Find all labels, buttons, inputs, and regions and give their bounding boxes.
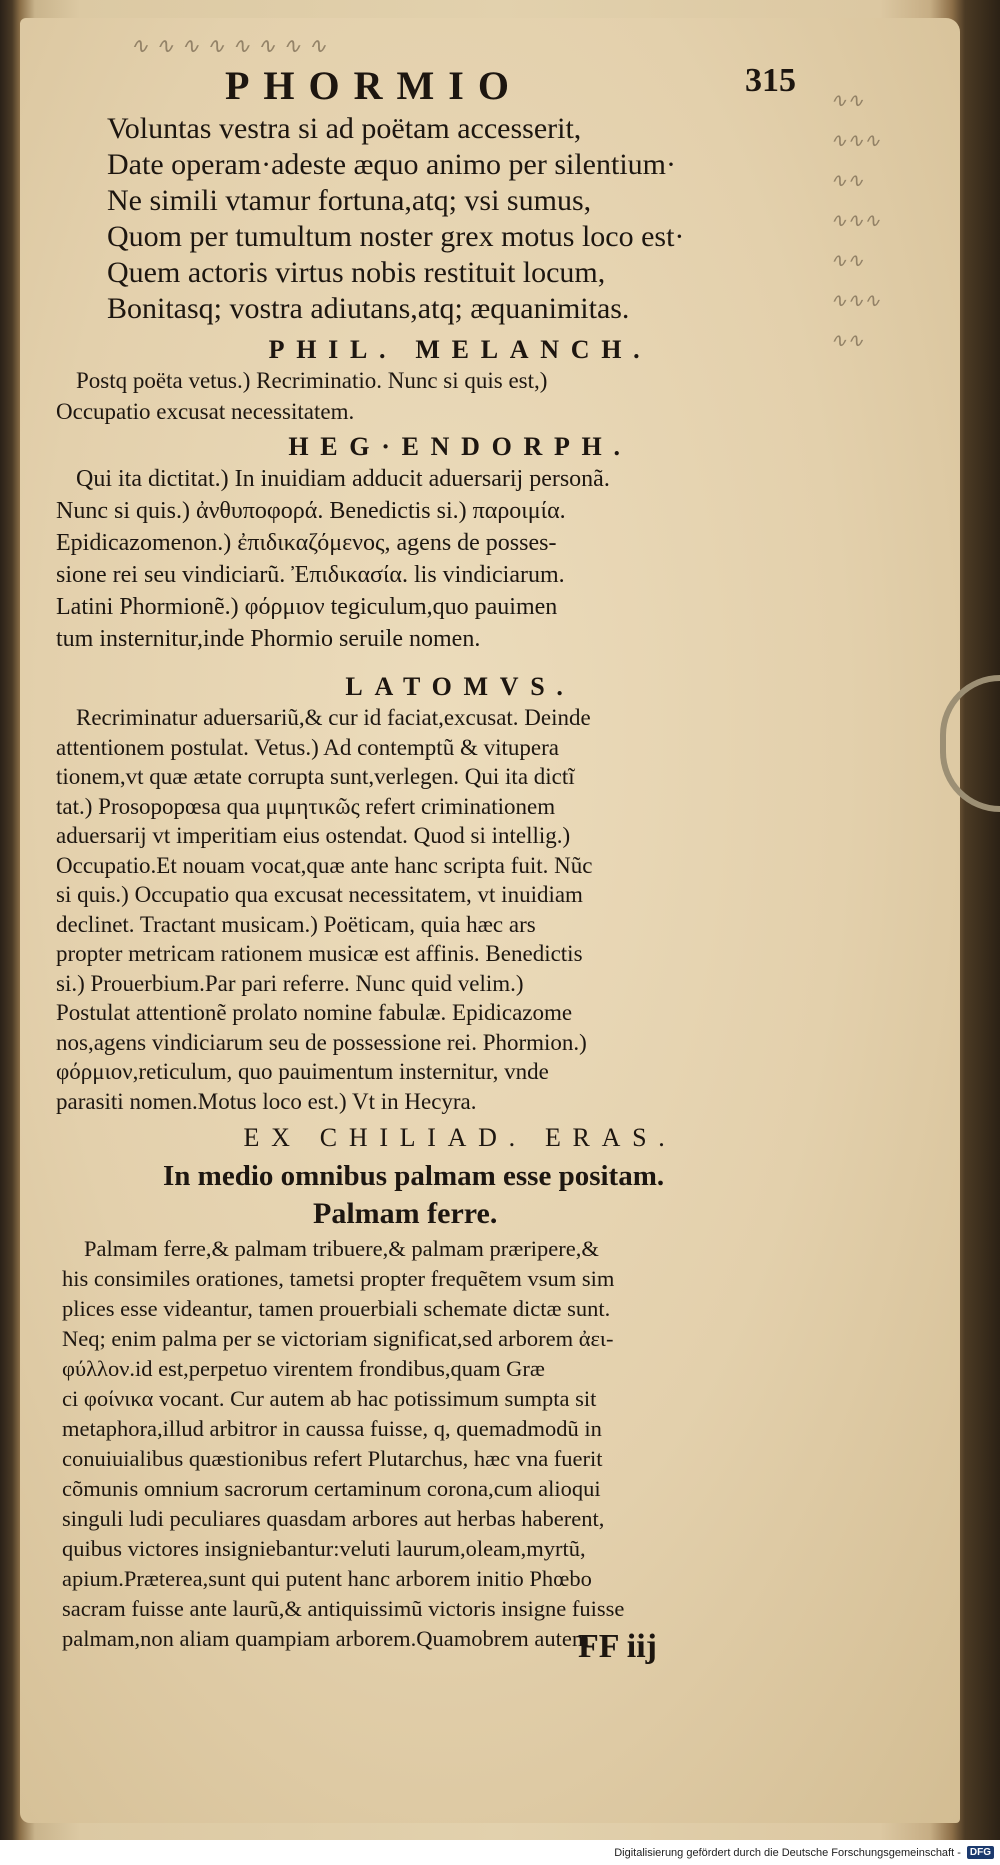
chiliad-line: ci φοίνικα vocant. Cur autem ab hac potissimum sumpta sit: [62, 1386, 597, 1411]
commentary-line: Qui ita dictitat.) In inuidiam adducit aduersarij personã.: [76, 466, 610, 492]
section-heading: HEG·ENDORPH.: [288, 432, 632, 461]
chiliad-line: φύλλον.id est,perpetuo virentem frondibus,quam Græ: [62, 1356, 545, 1381]
verse-line: Voluntas vestra si ad poëtam accesserit,: [107, 112, 582, 145]
commentary-line: Occupatio.Et nouam vocat,quæ ante hanc scripta fuit. Nũc: [56, 852, 593, 878]
running-title: PHORMIO: [225, 63, 523, 108]
commentary-line: si quis.) Occupatio qua excusat necessitatem, vt inuidiam: [56, 882, 583, 907]
chiliad-line: quibus victores insigniebantur:veluti laurum,oleam,myrtũ,: [62, 1536, 586, 1561]
chiliad-subheading-2: Palmam ferre.: [313, 1197, 498, 1230]
page-number: 315: [745, 62, 796, 99]
chiliad-line: Neq; enim palma per se victoriam significat,sed arborem ἀει-: [62, 1326, 614, 1351]
handwritten-note-margin: ∿∿ ∿∿∿ ∿∿ ∿∿∿ ∿∿ ∿∿∿ ∿∿: [830, 88, 881, 352]
commentary-line: tat.) Prosopopœsa qua μιμητικῶς refert criminationem: [56, 793, 556, 819]
commentary-line: φόρμιον,reticulum, quo pauimentum insternitur, vnde: [56, 1059, 549, 1084]
commentary-line: Postq poëta vetus.) Recriminatio. Nunc si quis est,): [76, 368, 548, 393]
signature-mark: FF iij: [578, 1628, 657, 1665]
commentary-line: declinet. Tractant musicam.) Poëticam, quia hæc ars: [56, 911, 536, 937]
handwritten-note-top: ∿ ∿ ∿ ∿ ∿ ∿ ∿ ∿: [130, 34, 327, 59]
verse-line: Bonitasq; vostra adiutans,atq; æquanimitas.: [107, 292, 630, 325]
chiliad-line: plices esse videantur, tamen prouerbiali schemate dictæ sunt.: [62, 1296, 611, 1321]
commentary-line: si.) Prouerbium.Par pari referre. Nunc quid velim.): [56, 970, 524, 996]
commentary-line: Occupatio excusat necessitatem.: [56, 399, 355, 424]
section-heading: PHIL. MELANCH.: [268, 335, 652, 364]
commentary-line: sione rei seu vindiciarũ. Ἐπιδικασία. lis vindiciarum.: [56, 562, 565, 588]
chiliad-line: sacram fuisse ante laurũ,& antiquissimũ victoris insigne fuisse: [62, 1596, 625, 1621]
commentary-line: Nunc si quis.) ἀνθυποφορά. Benedictis si.) παροιμία.: [56, 498, 566, 524]
verse-line: Date operam·adeste æquo animo per silentium·: [107, 148, 676, 181]
chiliad-line: metaphora,illud arbitror in caussa fuisse, q, quemadmodũ in: [62, 1416, 602, 1441]
commentary-line: tum insternitur,inde Phormio seruile nomen.: [56, 626, 481, 652]
chiliad-line: cõmunis omnium sacrorum certaminum corona,cum alioqui: [62, 1476, 601, 1501]
verse-line: Ne simili vtamur fortuna,atq; vsi sumus,: [107, 184, 592, 217]
chiliad-line: conuiuialibus quæstionibus refert Plutarchus, hæc vna fuerit: [62, 1446, 603, 1471]
verse-line: Quem actoris virtus nobis restituit locum,: [107, 256, 606, 289]
commentary-line: attentionem postulat. Vetus.) Ad contemptũ & vitupera: [56, 734, 559, 760]
section-heading: LATOMVS.: [345, 672, 575, 701]
commentary-line: Postulat attentionẽ prolato nomine fabulæ. Epidicazome: [56, 1000, 573, 1025]
digitization-footer: [614, 1846, 994, 1859]
chiliad-line: palmam,non aliam quampiam arborem.Quamobrem autem: [62, 1626, 590, 1651]
commentary-line: Latini Phormionẽ.) φόρμιον tegiculum,quo pauimen: [56, 594, 558, 620]
commentary-line: aduersarij vt imperitiam eius ostendat. Quod si intellig.): [56, 823, 571, 848]
dfg-logo: DFG: [967, 1846, 994, 1859]
commentary-line: Recriminatur aduersariũ,& cur id faciat,excusat. Deinde: [76, 705, 591, 730]
commentary-line: propter metricam rationem musicæ est affinis. Benedictis: [56, 941, 583, 966]
commentary-line: Epidicazomenon.) ἐπιδικαζόμενος, agens de posses-: [56, 530, 557, 556]
chiliad-heading: EX CHILIAD. ERAS.: [243, 1123, 677, 1152]
chiliad-subheading: In medio omnibus palmam esse positam.: [163, 1160, 665, 1192]
footer-text: Digitalisierung gefördert durch die Deutsche Forschungsgemeinschaft -: [614, 1846, 961, 1859]
chiliad-line: apium.Præterea,sunt qui putent hanc arborem initio Phœbo: [62, 1566, 592, 1591]
commentary-line: parasiti nomen.Motus loco est.) Vt in Hecyra.: [56, 1088, 477, 1114]
verse-line: Quom per tumultum noster grex motus loco est·: [107, 220, 685, 253]
chiliad-line: Palmam ferre,& palmam tribuere,& palmam præripere,&: [84, 1236, 599, 1261]
commentary-line: nos,agens vindiciarum seu de possessione rei. Phormion.): [56, 1029, 587, 1055]
chiliad-line: singuli ludi peculiares quasdam arbores aut herbas haberent,: [62, 1506, 605, 1531]
commentary-line: tionem,vt quæ ætate corrupta sunt,verlegen. Qui ita dictĩ: [56, 764, 575, 789]
chiliad-line: his consimiles orationes, tametsi propter frequẽtem vsum sim: [62, 1266, 615, 1291]
